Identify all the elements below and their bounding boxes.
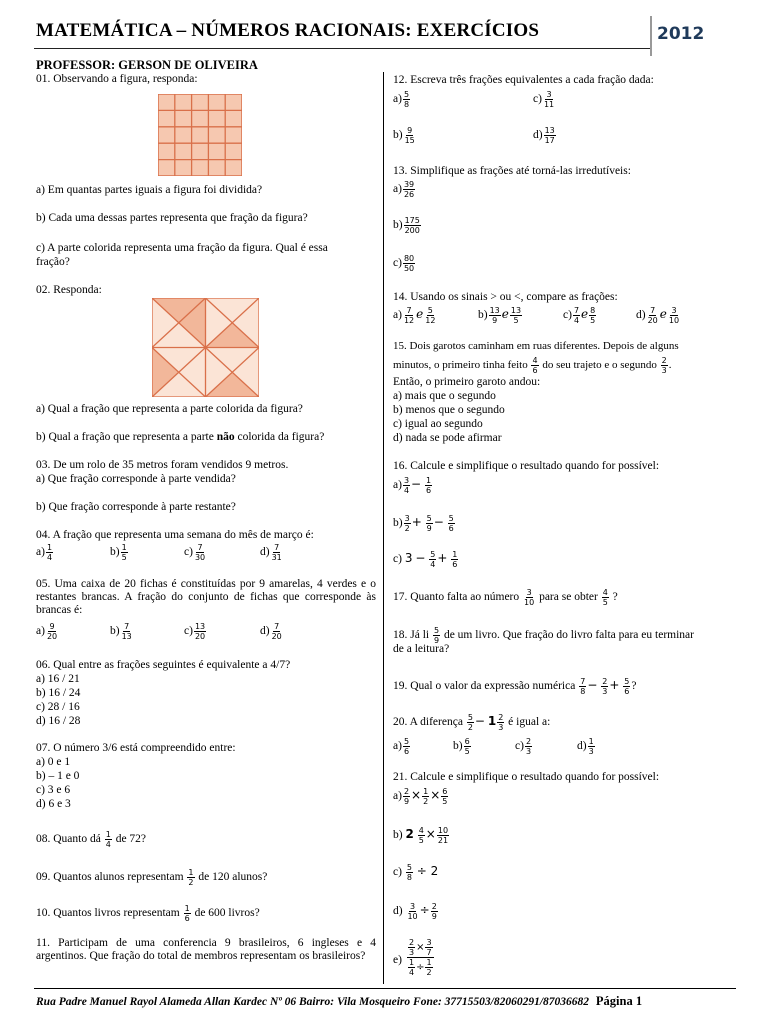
q11: 11. Participam de uma conferencia 9 brasileiros, 6 ingleses e 4 argentinos. Que fração do total de membros representam os brasileiros? (36, 937, 376, 962)
q01-grid-figure (158, 94, 242, 176)
q01-c1: c) A parte colorida representa uma fração da figura. Qual é essa (36, 242, 328, 254)
fraction: $\frac{2}{3}$ (525, 737, 532, 756)
footer-address: Rua Padre Manuel Rayol Alameda Allan Kardec Nº 06 Bairro: Vila Mosqueiro Fone: 37715503/82060291/87036682 (36, 996, 590, 1008)
fraction: $\frac{4}{5}$ (602, 588, 608, 607)
professor-label: PROFESSOR: GERSON DE OLIVEIRA (36, 58, 258, 72)
fraction: $\frac{1}{2}$ (423, 787, 429, 806)
q21-b: b) 2 $\frac{4}{5}$ × $\frac{10}{21}$ (393, 826, 449, 845)
q18-line1: 18. Já li $\frac{5}{9}$ de um livro. Que fração do livro falta para eu terminar (393, 626, 694, 645)
q16-a: a) $\frac{3}{4}$ − $\frac{1}{6}$ (393, 476, 432, 495)
q14-d: d) $\frac{7}{20}$ e $\frac{3}{10}$ (636, 306, 680, 325)
header-rule (34, 48, 650, 49)
fraction: $\frac{13}{20}$ (194, 622, 206, 641)
fraction: $\frac{5}{8}$ (403, 90, 410, 109)
fraction: $\frac{7}{13}$ (121, 622, 132, 641)
fraction: $\frac{1}{2}$ (188, 868, 194, 887)
q16-stem: 16. Calcule e simplifique o resultado quando for possível: (393, 460, 660, 472)
fraction: $\frac{9}{20}$ (46, 622, 58, 641)
fraction: $\frac{39}{26}$ (403, 180, 415, 199)
fraction: $\frac{1}{6}$ (184, 904, 190, 923)
q12-a: a) $\frac{5}{8}$ (393, 90, 410, 109)
q15-opt-a: a) mais que o segundo (393, 390, 496, 402)
q13-c: c) $\frac{80}{50}$ (393, 254, 415, 273)
q14-stem: 14. Usando os sinais > ou <, compare as frações: (393, 291, 618, 303)
q06-opt-d: d) 16 / 28 (36, 715, 81, 727)
q07-stem: 07. O número 3/6 está compreendido entre: (36, 742, 236, 754)
q02-b-bold: não (216, 431, 235, 443)
q06-opt-a: a) 16 / 21 (36, 673, 80, 685)
q20-stem: 20. A diferença $\frac{5}{2}$ − 1 $\frac{2}{3}$ é igual a: (393, 713, 551, 732)
fraction: $\frac{80}{50}$ (403, 254, 415, 273)
fraction: $\frac{1}{3}$ (588, 737, 594, 756)
q21-a: a) $\frac{2}{9}$ × $\frac{1}{2}$ × $\frac{6}{5}$ (393, 787, 448, 806)
fraction: $\frac{1}{4}$ (409, 958, 415, 977)
fraction: $\frac{1}{6}$ (452, 550, 458, 569)
q15-line2: minutos, o primeiro tinha feito $\frac{4}{6}$ do seu trajeto e o segundo $\frac{2}{3}$ . (393, 356, 672, 375)
fraction: $\frac{3}{4}$ (403, 476, 410, 495)
q15-opt-c: c) igual ao segundo (393, 418, 483, 430)
q07-opt-a: a) 0 e 1 (36, 756, 71, 768)
q04-stem: 04. A fração que representa uma semana do mês de março é: (36, 529, 314, 541)
fraction: $\frac{1}{5}$ (121, 543, 127, 562)
q13-b: b) $\frac{175}{200}$ (393, 216, 420, 235)
fraction: $\frac{2}{9}$ (403, 787, 410, 806)
fraction: $\frac{5}{9}$ (433, 626, 440, 645)
fraction: $\frac{1}{4}$ (46, 543, 53, 562)
q18-line2: de a leitura? (393, 643, 450, 655)
fraction: $\frac{4}{6}$ (532, 356, 538, 375)
fraction: $\frac{13}{17}$ (544, 126, 555, 145)
q03-stem: 03. De um rolo de 35 metros foram vendidos 9 metros. (36, 459, 289, 471)
fraction: $\frac{5}{4}$ (430, 550, 436, 569)
fraction: $\frac{3}{7}$ (426, 938, 432, 957)
fraction: $\frac{5}{6}$ (403, 737, 410, 756)
fraction: $\frac{7}{20}$ (271, 622, 282, 641)
q05-opt-b: b) $\frac{7}{13}$ (110, 622, 132, 641)
fraction: $\frac{7}{8}$ (580, 677, 586, 696)
q13-a: a) $\frac{39}{26}$ (393, 180, 415, 199)
q12-c: c) $\frac{3}{11}$ (533, 90, 555, 109)
q05-opt-a: a) $\frac{9}{20}$ (36, 622, 58, 641)
q15-opt-d: d) nada se pode afirmar (393, 432, 502, 444)
fraction: $\frac{7}{20}$ (647, 306, 658, 325)
q14-c: c) $\frac{7}{4}$ e $\frac{8}{5}$ (563, 306, 596, 325)
q04-opt-b: b) $\frac{1}{5}$ (110, 543, 127, 562)
q02-a: a) Qual a fração que representa a parte colorida da figura? (36, 403, 303, 415)
q03-a: a) Que fração corresponde à parte vendida? (36, 473, 236, 485)
q04-opt-a: a) $\frac{1}{4}$ (36, 543, 53, 562)
q04-opt-c: c) $\frac{7}{30}$ (184, 543, 206, 562)
q03-b: b) Que fração corresponde à parte restante? (36, 501, 236, 513)
q02-triangle-figure (152, 298, 259, 397)
fraction: $\frac{7}{31}$ (271, 543, 282, 562)
q21-d: d) $\frac{3}{10}$ ÷ $\frac{2}{9}$ (393, 902, 437, 921)
q07-opt-c: c) 3 e 6 (36, 784, 71, 796)
fraction: $\frac{7}{30}$ (194, 543, 206, 562)
fraction: $\frac{1}{2}$ (426, 958, 432, 977)
year-label: 2012 (657, 24, 705, 44)
q20-opt-b: b) $\frac{6}{5}$ (453, 737, 470, 756)
fraction: $\frac{5}{8}$ (406, 863, 412, 882)
q06-opt-b: b) 16 / 24 (36, 687, 81, 699)
fraction: $\frac{175}{200}$ (404, 216, 420, 235)
q15-line3: Então, o primeiro garoto andou: (393, 376, 541, 388)
fraction: $\frac{5}{9}$ (426, 514, 432, 533)
q06-opt-c: c) 28 / 16 (36, 701, 80, 713)
fraction: $\frac{2}{9}$ (431, 902, 437, 921)
footer-rule (34, 988, 736, 989)
fraction: $\frac{2}{3}$ (661, 356, 667, 375)
fraction: $\frac{1}{6}$ (425, 476, 432, 495)
q13-stem: 13. Simplifique as frações até torná-las irredutíveis: (393, 165, 631, 177)
q12-b: b) $\frac{9}{15}$ (393, 126, 415, 145)
header-divider (650, 16, 652, 56)
q02-stem: 02. Responda: (36, 284, 102, 296)
fraction: $\frac{8}{5}$ (590, 306, 596, 325)
q16-c: c) 3 − $\frac{5}{4}$ + $\frac{1}{6}$ (393, 550, 458, 569)
q20-opt-d: d) $\frac{1}{3}$ (577, 737, 594, 756)
fraction: $\frac{3}{2}$ (404, 514, 410, 533)
column-divider (383, 72, 384, 984)
fraction: $\frac{13}{9}$ (489, 306, 500, 325)
fraction: $\frac{5}{2}$ (467, 713, 473, 732)
q05-stem: 05. Uma caixa de 20 fichas é constituídas por 9 amarelas, 4 verdes e o restantes brancas. A fração do conjunto de fichas que corresponde às brancas é: (36, 578, 376, 616)
q05-opt-d: d) $\frac{7}{20}$ (260, 622, 282, 641)
q09: 09. Quantos alunos representam $\frac{1}{2}$ de 120 alunos? (36, 868, 268, 887)
fraction: $\frac{6}{5}$ (442, 787, 448, 806)
q16-b: b) $\frac{3}{2}$ + $\frac{5}{9}$ − $\frac{5}{6}$ (393, 514, 454, 533)
fraction: $\frac{3}{10}$ (668, 306, 680, 325)
q08: 08. Quanto dá $\frac{1}{4}$ de 72? (36, 830, 147, 849)
q01-c2: fração? (36, 256, 70, 268)
fraction: $\frac{3}{11}$ (543, 90, 555, 109)
q02-b-pre: b) Qual a fração que representa a parte (36, 431, 217, 443)
fraction: $\frac{5}{12}$ (425, 306, 436, 325)
q07-opt-d: d) 6 e 3 (36, 798, 71, 810)
q20-opt-c: c) $\frac{2}{3}$ (515, 737, 532, 756)
q19: 19. Qual o valor da expressão numérica $\frac{7}{8}$ − $\frac{2}{3}$ + $\frac{5}{6}$ ? (393, 677, 637, 696)
q04-opt-d: d) $\frac{7}{31}$ (260, 543, 282, 562)
q15-opt-b: b) menos que o segundo (393, 404, 505, 416)
fraction: $\frac{5}{6}$ (624, 677, 630, 696)
fraction: $\frac{3}{10}$ (524, 588, 535, 607)
fraction: $\frac{4}{5}$ (418, 826, 424, 845)
fraction: $\frac{5}{6}$ (448, 514, 454, 533)
fraction: $\frac{10}{21}$ (437, 826, 449, 845)
fraction: $\frac{2}{3}$ (602, 677, 608, 696)
q02-b-post: colorida da figura? (234, 431, 325, 443)
q14-b: b) $\frac{13}{9}$ e $\frac{13}{5}$ (478, 306, 522, 325)
q21-c: c) $\frac{5}{8}$ ÷ 2 (393, 863, 439, 882)
page-title: MATEMÁTICA – NÚMEROS RACIONAIS: EXERCÍCIOS (36, 20, 540, 41)
q07-opt-b: b) – 1 e 0 (36, 770, 80, 782)
q15-line1: 15. Dois garotos caminham em ruas diferentes. Depois de alguns (393, 340, 679, 352)
fraction: $\frac{7}{4}$ (573, 306, 580, 325)
q21-stem: 21. Calcule e simplifique o resultado quando for possível: (393, 771, 660, 783)
q10: 10. Quantos livros representam $\frac{1}{6}$ de 600 livros? (36, 904, 260, 923)
fraction: $\frac{6}{5}$ (464, 737, 470, 756)
q20-opt-a: a) $\frac{5}{6}$ (393, 737, 410, 756)
q01-a: a) Em quantas partes iguais a figura foi dividida? (36, 184, 263, 196)
fraction: $\frac{2}{3}$ (498, 713, 504, 732)
q12-stem: 12. Escreva três frações equivalentes a cada fração dada: (393, 74, 654, 86)
q14-a: a) $\frac{7}{12}$ e $\frac{5}{12}$ (393, 306, 436, 325)
fraction: $\frac{3}{10}$ (407, 902, 418, 921)
fraction: $\frac{7}{12}$ (403, 306, 415, 325)
q12-d: d) $\frac{13}{17}$ (533, 126, 555, 145)
fraction: $\frac{1}{4}$ (105, 830, 111, 849)
q05-opt-c: c) $\frac{13}{20}$ (184, 622, 206, 641)
q02-b (36, 431, 324, 444)
footer (36, 994, 642, 1009)
fraction: $\frac{9}{15}$ (404, 126, 415, 145)
q17: 17. Quanto falta ao número $\frac{3}{10}$ para se obter $\frac{4}{5}$ ? (393, 588, 618, 607)
fraction: $\frac{2}{3}$ (409, 938, 415, 957)
page-number: Página 1 (595, 994, 643, 1008)
fraction: $\frac{13}{5}$ (510, 306, 522, 325)
q01-b: b) Cada uma dessas partes representa que fração da figura? (36, 212, 308, 224)
q06-stem: 06. Qual entre as frações seguintes é equivalente a 4/7? (36, 659, 291, 671)
q01-stem: 01. Observando a figura, responda: (36, 73, 198, 85)
